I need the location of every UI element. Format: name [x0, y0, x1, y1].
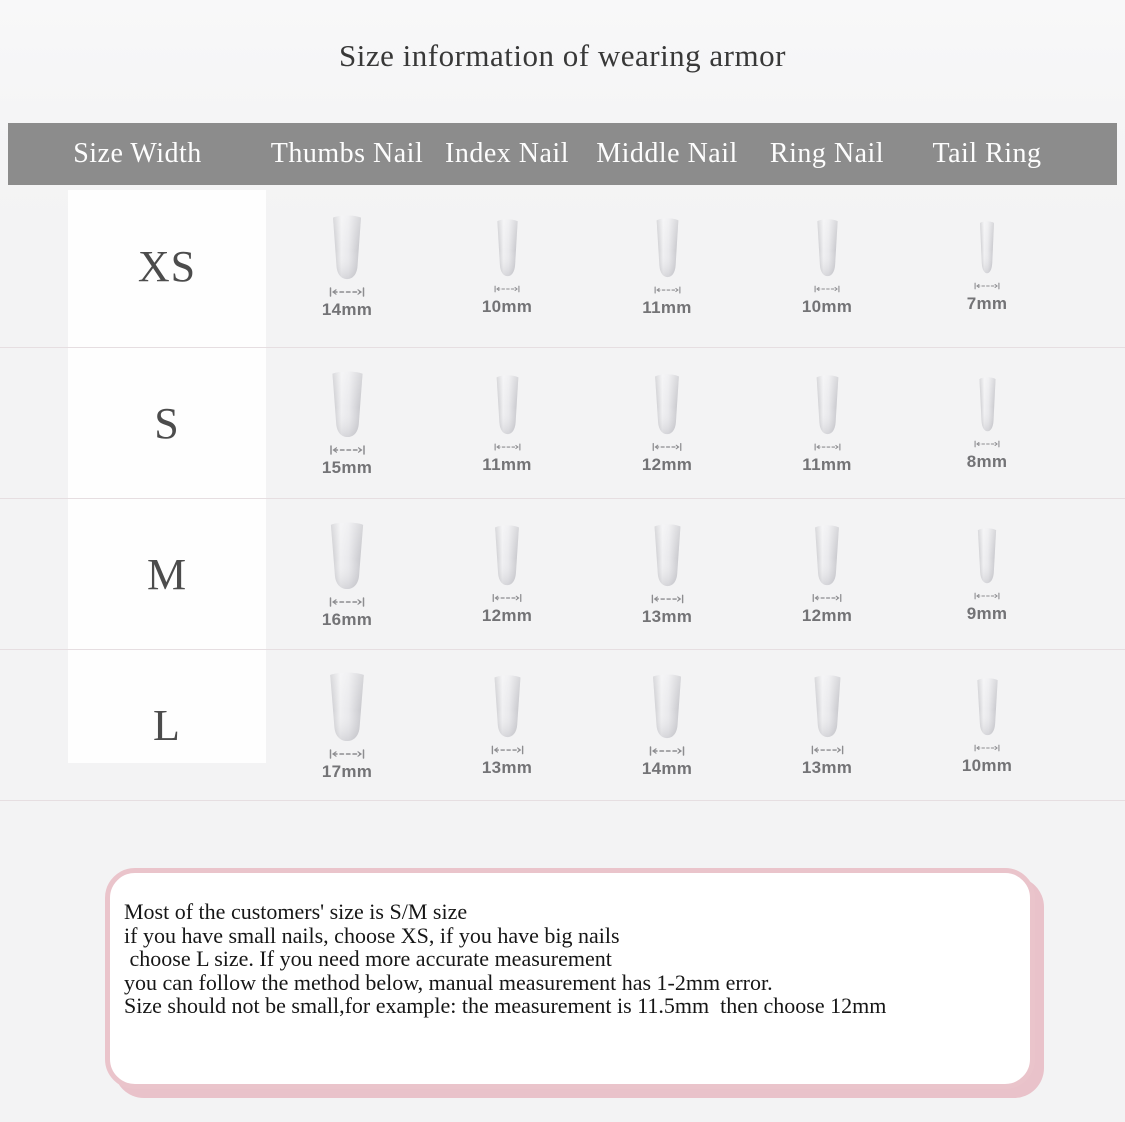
nail-width-value: 16mm: [321, 609, 373, 629]
width-ruler-icon: [326, 597, 368, 607]
nail-width-value: 14mm: [641, 759, 693, 778]
nail-image: [652, 217, 683, 278]
nail-width-value: 9mm: [966, 603, 1008, 623]
nail-cell: [747, 218, 907, 315]
nail-cell: [427, 374, 587, 473]
width-ruler-icon: [494, 442, 521, 452]
nail-image: [977, 220, 997, 274]
sizing-notes-box: [105, 868, 1035, 1089]
nail-width-value: 10mm: [961, 755, 1013, 775]
nail-image: [813, 218, 842, 277]
nail-image: [974, 527, 1000, 584]
nail-image: [650, 373, 684, 435]
nail-width-value: 15mm: [321, 458, 373, 477]
nail-cell: [267, 521, 427, 628]
note-line: choose L size. If you need more accurate measurement: [124, 946, 612, 971]
nail-cell: [427, 218, 587, 315]
nail-cell: [907, 677, 1067, 774]
nail-image: [649, 523, 686, 587]
width-ruler-icon: [491, 745, 524, 755]
width-ruler-icon: [492, 593, 522, 603]
nail-width-value: 12mm: [801, 606, 853, 625]
width-ruler-icon: [329, 287, 365, 297]
nail-cell: [267, 370, 427, 476]
nail-width-value: 7mm: [966, 294, 1008, 313]
size-table-body: [0, 185, 1125, 798]
header-tail-ring: Tail Ring: [932, 138, 1042, 169]
nail-image: [327, 214, 367, 280]
nail-width-value: 12mm: [641, 455, 693, 474]
nail-width-value: 10mm: [801, 296, 853, 316]
nail-width-value: 14mm: [321, 300, 373, 319]
header-index-nail: Index Nail: [445, 138, 569, 169]
note-line: Most of the customers' size is S/M size: [124, 899, 468, 924]
nail-image: [973, 677, 1002, 736]
nail-image: [489, 674, 526, 738]
nail-width-value: 17mm: [321, 761, 373, 781]
nail-width-value: 8mm: [966, 452, 1008, 471]
nail-image: [493, 218, 522, 277]
nail-cell: [747, 374, 907, 473]
page-title: Size information of wearing armor: [339, 38, 786, 73]
width-ruler-icon: [814, 284, 840, 294]
width-ruler-icon: [974, 439, 1000, 449]
note-line: Size should not be small,for example: the measurement is 11.5mm then choose 12mm: [124, 993, 887, 1018]
nail-image: [324, 521, 370, 590]
width-ruler-icon: [654, 285, 681, 295]
nail-cell: [907, 527, 1067, 622]
nail-cell: [587, 523, 747, 625]
nail-width-value: 11mm: [482, 454, 532, 474]
header-ring-nail: Ring Nail: [769, 138, 885, 169]
nail-width-value: 13mm: [481, 758, 533, 777]
size-label: XS: [137, 241, 197, 291]
width-ruler-icon: [974, 281, 1000, 291]
nail-cell: [427, 524, 587, 624]
width-ruler-icon: [328, 445, 367, 455]
table-row: [0, 650, 1125, 801]
width-ruler-icon: [651, 594, 684, 604]
nail-image: [492, 374, 523, 435]
width-ruler-icon: [814, 442, 841, 452]
nail-image: [326, 370, 369, 438]
size-label: M: [146, 549, 188, 599]
note-line: you can follow the method below, manual measurement has 1-2mm error.: [124, 969, 773, 995]
width-ruler-icon: [652, 442, 682, 452]
nail-image: [647, 673, 687, 739]
nail-image: [490, 524, 524, 586]
nail-width-value: 13mm: [801, 758, 853, 777]
nail-cell: [587, 373, 747, 473]
nail-cell: [427, 674, 587, 776]
size-label: S: [154, 398, 180, 448]
nail-cell: [267, 671, 427, 780]
table-row: [0, 185, 1125, 348]
header-thumbs-nail: Thumbs Nail: [270, 138, 424, 169]
size-label: L: [153, 700, 181, 750]
nail-width-value: 11mm: [642, 297, 692, 317]
width-ruler-icon: [812, 593, 842, 603]
nail-width-value: 11mm: [802, 454, 852, 474]
nail-image: [323, 671, 371, 742]
note-line: if you have small nails, choose XS, if you have big nails: [124, 922, 620, 948]
width-ruler-icon: [649, 746, 685, 756]
nail-cell: [587, 217, 747, 316]
table-row: [0, 499, 1125, 650]
nail-image: [812, 374, 843, 435]
nail-cell: [907, 376, 1067, 470]
nail-cell: [907, 220, 1067, 312]
nail-width-value: 10mm: [481, 296, 533, 316]
header-size-width: Size Width: [73, 138, 202, 169]
width-ruler-icon: [325, 749, 369, 759]
nail-width-value: 13mm: [641, 607, 693, 626]
nail-cell: [587, 673, 747, 777]
width-ruler-icon: [974, 743, 1000, 753]
nail-image: [976, 376, 999, 432]
table-row: [0, 348, 1125, 499]
width-ruler-icon: [494, 284, 520, 294]
width-ruler-icon: [974, 591, 1000, 601]
table-header-row: [8, 123, 1117, 185]
nail-cell: [267, 214, 427, 318]
nail-width-value: 12mm: [481, 606, 533, 625]
nail-cell: [747, 674, 907, 776]
width-ruler-icon: [811, 745, 844, 755]
nail-image: [810, 524, 844, 586]
header-middle-nail: Middle Nail: [596, 138, 738, 169]
nail-image: [809, 674, 846, 738]
nail-cell: [747, 524, 907, 624]
